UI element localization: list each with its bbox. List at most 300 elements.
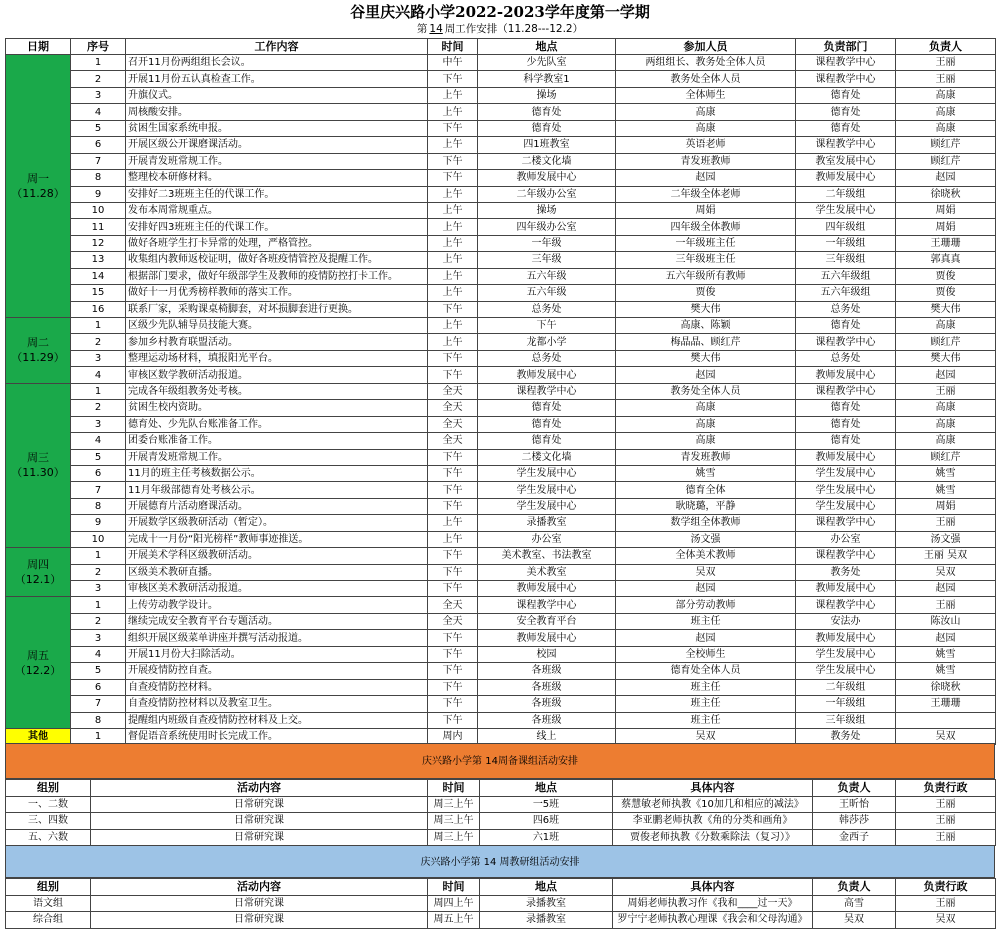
row-owner: 吴双	[896, 728, 996, 744]
row-index: 2	[71, 564, 126, 580]
row-place: 德育处	[478, 400, 616, 416]
table-row	[6, 170, 996, 186]
row-index: 10	[71, 531, 126, 547]
row-owner: 王丽	[896, 55, 996, 71]
row-owner: 姚雪	[896, 663, 996, 679]
row-time: 周三上午	[428, 813, 480, 830]
row-owner: 赵园	[896, 630, 996, 646]
row-content: 11月年级部德育处考核公示。	[126, 482, 428, 498]
row-content: 自查疫情防控材料以及教室卫生。	[126, 696, 428, 712]
table-row	[6, 482, 996, 498]
table-row	[6, 449, 996, 465]
row-participants: 贾俊	[616, 285, 796, 301]
row-place: 学生发展中心	[478, 498, 616, 514]
row-admin: 王丽	[896, 813, 996, 830]
header-owner: 负责人	[896, 39, 996, 55]
row-participants: 五六年级所有教师	[616, 268, 796, 284]
row-time: 上午	[428, 186, 478, 202]
row-department: 学生发展中心	[796, 482, 896, 498]
row-group: 综合组	[6, 912, 91, 929]
row-department: 总务处	[796, 301, 896, 317]
row-participants: 青发班教师	[616, 449, 796, 465]
row-place: 五六年级	[478, 285, 616, 301]
row-time: 周四上午	[428, 895, 480, 912]
row-index: 3	[71, 416, 126, 432]
section-header-time: 时间	[428, 879, 480, 896]
row-owner: 姚雪	[896, 482, 996, 498]
row-participants: 高康	[616, 104, 796, 120]
row-place: 龙都小学	[478, 334, 616, 350]
row-index: 6	[71, 137, 126, 153]
row-index: 9	[71, 515, 126, 531]
row-department: 教师发展中心	[796, 170, 896, 186]
row-time: 下午	[428, 120, 478, 136]
schedule-body	[6, 55, 996, 745]
row-participants: 高康	[616, 433, 796, 449]
row-place: 教师发展中心	[478, 581, 616, 597]
table-row	[6, 383, 996, 399]
row-content: 开展青发班常规工作。	[126, 153, 428, 169]
row-content: 开展数学区级教研活动（暂定）。	[126, 515, 428, 531]
row-detail: 蔡慧敏老师执教《10加几和相应的减法》	[613, 796, 813, 813]
header-time: 时间	[428, 39, 478, 55]
table-row	[6, 433, 996, 449]
row-department: 三年级组	[796, 252, 896, 268]
row-department: 教务处	[796, 728, 896, 744]
row-content: 做好十一月优秀榜样教师的落实工作。	[126, 285, 428, 301]
row-content: 开展区级公开课磨课活动。	[126, 137, 428, 153]
row-participants: 班主任	[616, 712, 796, 728]
row-index: 1	[71, 383, 126, 399]
row-department: 五六年级组	[796, 268, 896, 284]
row-department: 学生发展中心	[796, 498, 896, 514]
row-owner: 贾俊	[896, 268, 996, 284]
row-participants: 二年级全体老师	[616, 186, 796, 202]
table-row	[6, 796, 996, 813]
row-content: 开展11月份大扫除活动。	[126, 646, 428, 662]
row-content: 安排好二3班班主任的代课工作。	[126, 186, 428, 202]
row-time: 全天	[428, 416, 478, 432]
row-content: 收集组内教师返校证明，做好各班疫情管控及提醒工作。	[126, 252, 428, 268]
row-place: 六1班	[480, 829, 613, 846]
row-index: 14	[71, 268, 126, 284]
row-place: 美术教室、书法教室	[478, 548, 616, 564]
row-index: 7	[71, 482, 126, 498]
row-department: 学生发展中心	[796, 465, 896, 481]
row-content: 贫困生国家系统申报。	[126, 120, 428, 136]
row-content: 完成十一月份“阳光榜样”教师事迹推送。	[126, 531, 428, 547]
row-content: 区级少先队辅导员技能大赛。	[126, 318, 428, 334]
row-content: 周核酸安排。	[126, 104, 428, 120]
row-department: 德育处	[796, 87, 896, 103]
row-activity: 日常研究课	[91, 895, 428, 912]
table-row	[6, 663, 996, 679]
row-participants: 周娟	[616, 202, 796, 218]
row-place: 各班级	[478, 712, 616, 728]
row-participants: 三年级班主任	[616, 252, 796, 268]
row-department: 德育处	[796, 318, 896, 334]
row-owner: 顾红芹	[896, 334, 996, 350]
row-group: 三、四数	[6, 813, 91, 830]
row-owner: 樊大伟	[896, 350, 996, 366]
row-department: 二年级组	[796, 186, 896, 202]
row-admin: 王丽	[896, 895, 996, 912]
row-owner: 陈汝山	[896, 613, 996, 629]
row-place: 总务处	[478, 350, 616, 366]
weekly-schedule-table	[5, 38, 996, 745]
row-time: 上午	[428, 202, 478, 218]
table-row	[6, 597, 996, 613]
row-content: 审核区数学教研活动报道。	[126, 367, 428, 383]
row-department: 四年级组	[796, 219, 896, 235]
row-participants: 赵园	[616, 630, 796, 646]
row-owner: 高康	[896, 318, 996, 334]
row-department: 办公室	[796, 531, 896, 547]
row-index: 2	[71, 71, 126, 87]
row-place: 总务处	[478, 301, 616, 317]
page-subtitle	[0, 22, 1000, 36]
row-place: 各班级	[478, 663, 616, 679]
row-participants: 班主任	[616, 679, 796, 695]
row-time: 上午	[428, 219, 478, 235]
row-content: 根据部门要求，做好年级部学生及教师的疫情防控打卡工作。	[126, 268, 428, 284]
table-row	[6, 252, 996, 268]
row-index: 1	[71, 318, 126, 334]
row-participants: 汤文强	[616, 531, 796, 547]
row-owner: 徐晓秋	[896, 186, 996, 202]
row-index: 12	[71, 235, 126, 251]
row-department: 五六年级组	[796, 285, 896, 301]
row-content: 参加乡村教育联盟活动。	[126, 334, 428, 350]
row-time: 下午	[428, 663, 478, 679]
row-content: 开展青发班常规工作。	[126, 449, 428, 465]
row-participants: 赵园	[616, 581, 796, 597]
row-department: 学生发展中心	[796, 646, 896, 662]
row-index: 5	[71, 663, 126, 679]
section-header-owner: 负责人	[813, 879, 896, 896]
row-owner: 赵园	[896, 581, 996, 597]
row-group: 一、二数	[6, 796, 91, 813]
row-time: 全天	[428, 613, 478, 629]
section-header-group: 组别	[6, 879, 91, 896]
row-content: 开展疫情防控自查。	[126, 663, 428, 679]
section-header-activity: 活动内容	[91, 879, 428, 896]
row-index: 1	[71, 55, 126, 71]
row-department: 一年级组	[796, 235, 896, 251]
row-place: 教师发展中心	[478, 630, 616, 646]
row-admin: 吴双	[896, 912, 996, 929]
day-cell	[6, 597, 71, 729]
row-place: 四年级办公室	[478, 219, 616, 235]
row-place: 四1班教室	[478, 137, 616, 153]
row-owner: 周娟	[896, 498, 996, 514]
row-content: 召开11月份两组组长会议。	[126, 55, 428, 71]
row-time: 下午	[428, 696, 478, 712]
research-group-table	[5, 878, 996, 929]
row-index: 8	[71, 712, 126, 728]
row-time: 上午	[428, 104, 478, 120]
day-label: 周一	[27, 172, 49, 185]
row-department: 教师发展中心	[796, 367, 896, 383]
row-index: 7	[71, 153, 126, 169]
section-header-owner: 负责人	[813, 780, 896, 797]
row-department: 课程教学中心	[796, 548, 896, 564]
section-header-activity: 活动内容	[91, 780, 428, 797]
row-index: 1	[71, 548, 126, 564]
row-place: 课程教学中心	[478, 597, 616, 613]
row-time: 上午	[428, 318, 478, 334]
row-department: 课程教学中心	[796, 334, 896, 350]
day-label: 周二	[27, 336, 49, 350]
row-time: 上午	[428, 515, 478, 531]
row-time: 下午	[428, 630, 478, 646]
row-department: 课程教学中心	[796, 55, 896, 71]
table-row	[6, 186, 996, 202]
row-participants: 耿晓璐，平静	[616, 498, 796, 514]
table-row	[6, 895, 996, 912]
row-time: 下午	[428, 482, 478, 498]
row-admin: 王丽	[896, 796, 996, 813]
row-owner: 汤文强	[896, 531, 996, 547]
row-time: 周内	[428, 728, 478, 744]
row-detail: 周娟老师执教习作《我和____过一天》	[613, 895, 813, 912]
row-participants: 赵园	[616, 170, 796, 186]
row-department: 课程教学中心	[796, 383, 896, 399]
row-time: 下午	[428, 367, 478, 383]
row-content: 上传劳动教学设计。	[126, 597, 428, 613]
row-participants: 吴双	[616, 728, 796, 744]
table-row	[6, 613, 996, 629]
row-owner: 王珊珊	[896, 696, 996, 712]
table-row	[6, 813, 996, 830]
row-owner: 樊大伟	[896, 301, 996, 317]
row-participants: 梅晶晶、顾红芹	[616, 334, 796, 350]
row-group: 五、六数	[6, 829, 91, 846]
row-owner: 顾红芹	[896, 137, 996, 153]
table-row	[6, 71, 996, 87]
row-place: 科学教室1	[478, 71, 616, 87]
row-time: 下午	[428, 301, 478, 317]
page-title: 谷里庆兴路小学2022-2023学年度第一学期	[350, 3, 650, 21]
row-place: 教师发展中心	[478, 367, 616, 383]
row-time: 下午	[428, 679, 478, 695]
row-owner: 金西子	[813, 829, 896, 846]
row-index: 5	[71, 120, 126, 136]
table-row	[6, 400, 996, 416]
row-content: 发布本周常规重点。	[126, 202, 428, 218]
row-owner: 高康	[896, 433, 996, 449]
row-time: 上午	[428, 285, 478, 301]
table-row	[6, 679, 996, 695]
table-row	[6, 334, 996, 350]
row-place: 操场	[478, 202, 616, 218]
row-owner: 王丽 吴双	[896, 548, 996, 564]
day-label: 周四	[27, 558, 49, 572]
table-row	[6, 235, 996, 251]
row-time: 下午	[428, 581, 478, 597]
row-department: 教师发展中心	[796, 630, 896, 646]
row-time: 下午	[428, 498, 478, 514]
row-owner: 王丽	[896, 515, 996, 531]
header-date: 日期	[6, 39, 71, 55]
table-row	[6, 350, 996, 366]
row-activity: 日常研究课	[91, 813, 428, 830]
row-department: 德育处	[796, 416, 896, 432]
day-cell	[6, 383, 71, 547]
row-owner: 高康	[896, 87, 996, 103]
row-activity: 日常研究课	[91, 912, 428, 929]
table-row	[6, 646, 996, 662]
row-content: 审核区美术教研活动报道。	[126, 581, 428, 597]
header-index: 序号	[71, 39, 126, 55]
row-owner: 顾红芹	[896, 449, 996, 465]
subtitle-week: 14	[429, 23, 443, 35]
row-content: 自查疫情防控材料。	[126, 679, 428, 695]
row-content: 组织开展区级菜单讲座并撰写活动报道。	[126, 630, 428, 646]
row-content: 团委台账准备工作。	[126, 433, 428, 449]
row-index: 4	[71, 367, 126, 383]
row-department: 三年级组	[796, 712, 896, 728]
row-time: 周三上午	[428, 796, 480, 813]
row-place: 录播教室	[478, 515, 616, 531]
row-index: 3	[71, 630, 126, 646]
row-index: 16	[71, 301, 126, 317]
row-place: 三年级	[478, 252, 616, 268]
day-cell	[6, 548, 71, 597]
row-place: 一5班	[480, 796, 613, 813]
table-row	[6, 548, 996, 564]
day-date: （12.1）	[14, 573, 62, 587]
row-department: 教室发展中心	[796, 153, 896, 169]
row-index: 4	[71, 104, 126, 120]
row-index: 1	[71, 597, 126, 613]
row-participants: 德育处全体人员	[616, 663, 796, 679]
row-index: 4	[71, 646, 126, 662]
row-owner: 高雪	[813, 895, 896, 912]
section-header-admin: 负责行政	[896, 879, 996, 896]
section-header-place: 地点	[480, 780, 613, 797]
table-row	[6, 531, 996, 547]
row-department: 教务处	[796, 564, 896, 580]
row-department: 德育处	[796, 120, 896, 136]
row-owner: 王珊珊	[896, 235, 996, 251]
row-index: 10	[71, 202, 126, 218]
table-row	[6, 104, 996, 120]
table-row	[6, 515, 996, 531]
row-participants: 赵园	[616, 367, 796, 383]
header-participants: 参加人员	[616, 39, 796, 55]
row-participants: 樊大伟	[616, 301, 796, 317]
row-participants: 姚雪	[616, 465, 796, 481]
subtitle-prefix: 第	[416, 23, 428, 35]
row-department: 课程教学中心	[796, 515, 896, 531]
row-time: 上午	[428, 137, 478, 153]
row-activity: 日常研究课	[91, 796, 428, 813]
row-participants: 两组组长、教务处全体人员	[616, 55, 796, 71]
day-label: 周三	[27, 451, 49, 465]
row-place: 少先队室	[478, 55, 616, 71]
day-cell	[6, 318, 71, 384]
row-time: 中午	[428, 55, 478, 71]
row-owner: 王丽	[896, 71, 996, 87]
row-department: 二年级组	[796, 679, 896, 695]
row-owner: 周娟	[896, 219, 996, 235]
header-content: 工作内容	[126, 39, 428, 55]
row-index: 2	[71, 334, 126, 350]
row-content: 做好各班学生打卡异常的处理，严格管控。	[126, 235, 428, 251]
row-place: 线上	[478, 728, 616, 744]
table-row	[6, 55, 996, 71]
row-content: 开展11月份五认真检查工作。	[126, 71, 428, 87]
table-row	[6, 137, 996, 153]
row-place: 录播教室	[480, 895, 613, 912]
table-row	[6, 581, 996, 597]
row-content: 11月的班主任考核数据公示。	[126, 465, 428, 481]
row-place: 美术教室	[478, 564, 616, 580]
row-owner: 贾俊	[896, 285, 996, 301]
row-time: 上午	[428, 252, 478, 268]
row-owner: 韩莎莎	[813, 813, 896, 830]
row-content: 德育处、少先队台账准备工作。	[126, 416, 428, 432]
table-row	[6, 301, 996, 317]
row-department: 总务处	[796, 350, 896, 366]
other-label: 其他	[6, 728, 71, 744]
row-participants: 德育全体	[616, 482, 796, 498]
row-place: 各班级	[478, 679, 616, 695]
table-row	[6, 219, 996, 235]
row-content: 整理运动场材料，填报阳光平台。	[126, 350, 428, 366]
row-time: 周五上午	[428, 912, 480, 929]
lesson-group-banner: 庆兴路小学第 14周备课组活动安排	[5, 743, 995, 779]
row-time: 上午	[428, 268, 478, 284]
row-place: 教师发展中心	[478, 170, 616, 186]
day-date: （11.29）	[11, 351, 65, 365]
row-department: 课程教学中心	[796, 137, 896, 153]
row-owner: 姚雪	[896, 646, 996, 662]
row-department: 一年级组	[796, 696, 896, 712]
row-content: 联系厂家，采购课桌椅脚套，对坏损脚套进行更换。	[126, 301, 428, 317]
table-row	[6, 120, 996, 136]
row-owner: 郭真真	[896, 252, 996, 268]
row-place: 德育处	[478, 104, 616, 120]
row-place: 二年级办公室	[478, 186, 616, 202]
row-owner: 高康	[896, 400, 996, 416]
row-index: 6	[71, 679, 126, 695]
row-owner: 赵园	[896, 367, 996, 383]
row-place: 各班级	[478, 696, 616, 712]
row-time: 上午	[428, 87, 478, 103]
lesson-group-body	[6, 780, 996, 846]
row-place: 德育处	[478, 120, 616, 136]
table-row	[6, 498, 996, 514]
day-date: （11.28）	[11, 187, 65, 200]
row-index: 3	[71, 581, 126, 597]
row-owner	[896, 712, 996, 728]
row-content: 区级美术教研直播。	[126, 564, 428, 580]
row-participants: 吴双	[616, 564, 796, 580]
row-time: 下午	[428, 350, 478, 366]
row-index: 6	[71, 465, 126, 481]
section-header-place: 地点	[480, 879, 613, 896]
row-time: 下午	[428, 153, 478, 169]
table-row	[6, 712, 996, 728]
table-row	[6, 630, 996, 646]
row-content: 开展德育片活动磨课活动。	[126, 498, 428, 514]
row-participants: 英语老师	[616, 137, 796, 153]
row-place: 下午	[478, 318, 616, 334]
row-place: 四6班	[480, 813, 613, 830]
row-content: 整理校本研修材料。	[126, 170, 428, 186]
